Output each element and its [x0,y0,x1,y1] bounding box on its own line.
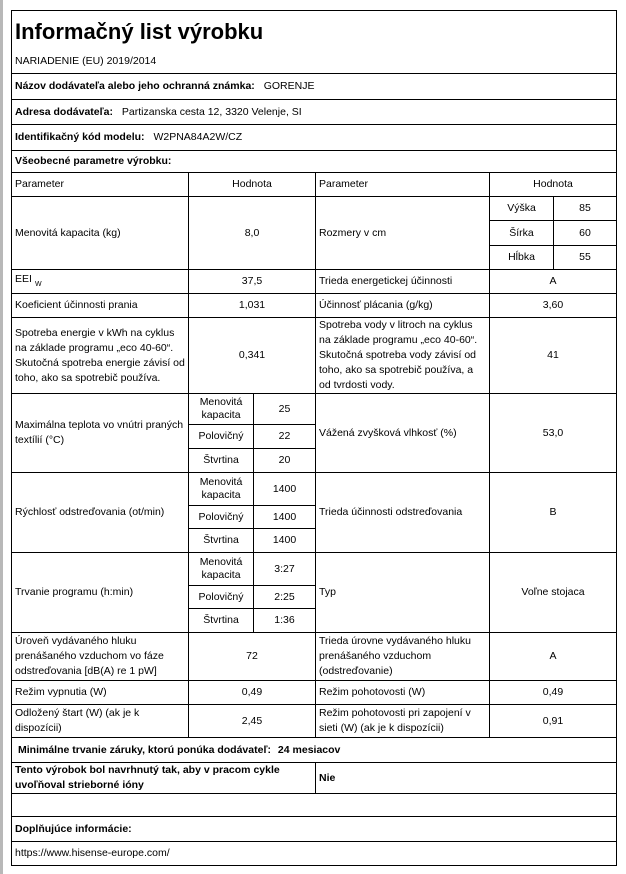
program-duration-label: Trvanie programu (h:min) [12,553,189,633]
noise-class-value: A [490,633,617,681]
silver-ions-value: Nie [316,763,617,794]
spin-class-label: Trieda účinnosti odstreďovania [316,473,490,553]
standby-label: Režim pohotovosti (W) [316,681,490,705]
height-label: Výška [490,197,554,221]
depth-label: Hĺbka [490,246,554,270]
rinsing-efficiency-label: Účinnosť plácania (g/kg) [316,294,490,318]
water-consumption-value: 41 [490,318,617,394]
energy-class-value: A [490,270,617,294]
width-label: Šírka [490,221,554,246]
regulation-reference: NARIADENIE (EU) 2019/2014 [12,49,617,74]
capacity-label: Menovitá kapacita (kg) [12,197,189,270]
max-temperature-label: Maximálna teplota vo vnútri praných textílií (°C) [12,394,189,473]
standby-value: 0,49 [490,681,617,705]
warranty-value: 24 mesiacov [277,743,341,756]
dimensions-label: Rozmery v cm [316,197,490,270]
noise-class-label: Trieda úrovne vydávaného hluku prenášaného vzduchom (odstreďovanie) [316,633,490,681]
eei-label [12,270,189,294]
empty-row [12,794,617,817]
col-header-parameter-left: Parameter [12,173,189,197]
depth-value: 55 [554,246,617,270]
product-information-sheet [11,10,616,866]
network-standby-value: 0,91 [490,705,617,738]
capacity-value: 8,0 [189,197,316,270]
silver-ions-label: Tento výrobok bol navrhnutý tak, aby v pracom cykle uvoľňoval strieborné ióny [12,763,316,794]
model-id-value: W2PNA84A2W/CZ [153,131,243,143]
width-value: 60 [554,221,617,246]
supplier-name-row [12,74,617,100]
warranty-label: Minimálne trvanie záruky, ktorú ponúka dodávateľ: [18,743,271,756]
eei-subscript: W [34,280,42,288]
eei-text: EEI [15,272,32,285]
duration-full-value: 3:27 [254,553,316,586]
model-id-row [12,125,617,151]
energy-consumption-label: Spotreba energie v kWh na cyklus na základe programu „eco 40-60“. Skutočná spotreba energie závisí od toho, ako sa spotrebič používa. [12,318,189,394]
supplier-address-label: Adresa dodávateľa: [15,105,113,118]
spin-quarter-label: Štvrtina [189,529,254,553]
type-label: Typ [316,553,490,633]
network-standby-label: Režim pohotovosti pri zapojení v sieti (W) (ak je k dispozícii) [316,705,490,738]
rinsing-efficiency-value: 3,60 [490,294,617,318]
duration-half-value: 2:25 [254,586,316,609]
warranty-row [12,738,617,763]
col-header-value-left: Hodnota [189,173,316,197]
noise-level-value: 72 [189,633,316,681]
page-edge [0,0,3,874]
duration-half-label: Polovičný [189,586,254,609]
washing-efficiency-value: 1,031 [189,294,316,318]
off-mode-label: Režim vypnutia (W) [12,681,189,705]
delay-start-value: 2,45 [189,705,316,738]
max-temp-half-value: 22 [254,425,316,449]
spin-full-label: Menovitá kapacita [189,473,254,506]
duration-full-label: Menovitá kapacita [189,553,254,586]
spin-half-label: Polovičný [189,506,254,529]
energy-class-label: Trieda energetickej účinnosti [316,270,490,294]
washing-efficiency-label: Koeficient účinnosti prania [12,294,189,318]
col-header-parameter-right: Parameter [316,173,490,197]
supplier-name-label: Názov dodávateľa alebo jeho ochranná známka: [15,80,255,92]
supplier-name-value: GORENJE [263,80,315,92]
additional-info-label: Doplňujúce informácie: [12,817,617,842]
noise-level-label: Úroveň vydávaného hluku prenášaného vzduchom vo fáze odstreďovania [dB(A) re 1 pW] [12,633,189,681]
residual-moisture-label: Vážená zvyšková vlhkosť (%) [316,394,490,473]
max-temp-full-label: Menovitá kapacita [189,394,254,425]
model-id-label: Identifikačný kód modelu: [15,131,145,143]
spin-full-value: 1400 [254,473,316,506]
max-temp-full-value: 25 [254,394,316,425]
max-temp-quarter-label: Štvrtina [189,449,254,473]
supplier-address-value: Partizanska cesta 12, 3320 Velenje, SI [121,105,302,118]
residual-moisture-value: 53,0 [490,394,617,473]
product-sheet-table [11,10,617,866]
energy-consumption-value: 0,341 [189,318,316,394]
additional-info-url[interactable]: https://www.hisense-europe.com/ [12,842,617,866]
height-value: 85 [554,197,617,221]
page-title: Informačný list výrobku [12,11,617,50]
supplier-address-row [12,100,617,125]
spin-quarter-value: 1400 [254,529,316,553]
max-temp-half-label: Polovičný [189,425,254,449]
off-mode-value: 0,49 [189,681,316,705]
water-consumption-label: Spotreba vody v litroch na cyklus na základe programu „eco 40-60“. Skutočná spotreba vody závisí od toho, ako sa spotrebič používa, a od tvrdosti vody. [316,318,490,394]
max-temp-quarter-value: 20 [254,449,316,473]
spin-speed-label: Rýchlosť odstreďovania (ot/min) [12,473,189,553]
spin-class-value: B [490,473,617,553]
general-parameters-heading: Všeobecné parametre výrobku: [12,151,617,173]
duration-quarter-label: Štvrtina [189,609,254,633]
duration-quarter-value: 1:36 [254,609,316,633]
delay-start-label: Odložený štart (W) (ak je k dispozícii) [12,705,189,738]
type-value: Voľne stojaca [490,553,617,633]
spin-half-value: 1400 [254,506,316,529]
col-header-value-right: Hodnota [490,173,617,197]
eei-value: 37,5 [189,270,316,294]
